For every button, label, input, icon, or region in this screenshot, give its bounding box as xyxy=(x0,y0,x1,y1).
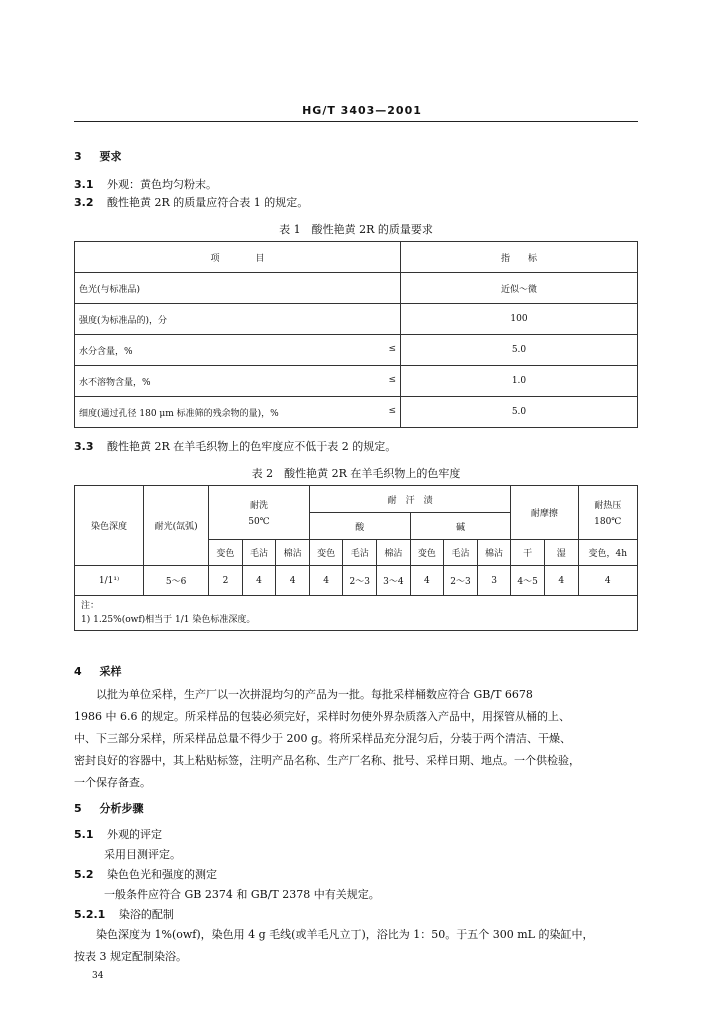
table-row xyxy=(75,304,638,335)
row-value: 1.0 xyxy=(401,366,638,397)
section-number: 3 xyxy=(74,150,82,163)
clause-5-2-body: 一般条件应符合 GB 2374 和 GB/T 2378 中有关规定。 xyxy=(104,888,380,901)
cell: 4 xyxy=(578,566,638,596)
header-light: 耐光(氙弧) xyxy=(144,486,209,566)
table-row xyxy=(75,397,638,428)
header-heat: 耐热压 180℃ xyxy=(578,486,638,540)
header-rule xyxy=(74,121,638,122)
section-4-heading xyxy=(74,663,122,679)
clause-5-2-1-body: 染色深度为 1%(owf)，染色用 4 g 毛线(或羊毛凡立丁)，浴比为 1：50。于五个 300 mL 的染缸中， 按表 3 规定配制染浴。 xyxy=(74,928,594,963)
row-item: 色光(与标准品) xyxy=(75,273,401,304)
section-number: 5 xyxy=(74,802,82,815)
cell: 2～3 xyxy=(444,566,478,596)
row-item: 水分含量，% ≤ xyxy=(75,335,401,366)
sub-header: 干 xyxy=(511,540,545,566)
table-row xyxy=(75,366,638,397)
clause-3-2 xyxy=(74,196,308,210)
table-note: 注： 1) 1.25%(owf)相当于 1/1 染色标准深度。 xyxy=(75,596,638,631)
section-title: 要求 xyxy=(99,150,122,163)
clause-text: 酸性艳黄 2R 在羊毛织物上的色牢度应不低于表 2 的规定。 xyxy=(107,440,397,453)
cell: 3 xyxy=(477,566,511,596)
header-depth: 染色深度 xyxy=(75,486,144,566)
header-item: 项 目 xyxy=(75,242,401,273)
sub-header: 毛沾 xyxy=(444,540,478,566)
section-title: 采样 xyxy=(99,665,122,678)
cell: 5～6 xyxy=(144,566,209,596)
clause-3-3 xyxy=(74,440,396,454)
sub-header: 毛沾 xyxy=(242,540,276,566)
sub-header: 变色 xyxy=(309,540,343,566)
clause-5-2-1 xyxy=(74,908,174,922)
cell: 2 xyxy=(209,566,243,596)
header-sweat: 耐 汗 渍 xyxy=(309,486,510,513)
cell: 3～4 xyxy=(377,566,411,596)
clause-text: 外观的评定 xyxy=(107,828,162,841)
sub-header: 棉沾 xyxy=(477,540,511,566)
sub-header: 变色 xyxy=(209,540,243,566)
header-index: 指 标 xyxy=(401,242,638,273)
cell: 4 xyxy=(242,566,276,596)
cell: 4 xyxy=(276,566,310,596)
clause-number: 3.2 xyxy=(74,196,94,209)
row-value: 5.0 xyxy=(401,397,638,428)
header-row-1 xyxy=(75,486,638,513)
row-item: 细度(通过孔径 180 μm 标准筛的残余物的量)，% ≤ xyxy=(75,397,401,428)
clause-text: 染色色光和强度的测定 xyxy=(107,868,217,881)
table-2-color-fastness xyxy=(74,485,638,631)
clause-number: 3.3 xyxy=(74,440,94,453)
clause-text: 外观：黄色均匀粉末。 xyxy=(107,178,217,191)
cell: 2～3 xyxy=(343,566,377,596)
clause-text: 染浴的配制 xyxy=(118,908,174,921)
table-2-caption: 表 2 酸性艳黄 2R 在羊毛织物上的色牢度 xyxy=(251,467,461,480)
sub-header: 湿 xyxy=(544,540,578,566)
cell: 4 xyxy=(309,566,343,596)
section-5-heading xyxy=(74,800,144,816)
row-value: 近似～微 xyxy=(401,273,638,304)
header-acid: 酸 xyxy=(309,513,410,540)
section-4-paragraph: 以批为单位采样，生产厂以一次拼混均匀的产品为一批。每批采样桶数应符合 GB/T 6678 1986 中 6.6 的规定。所采样品的包装必须完好，采样时勿使外界杂质落入产品中，用探管从桶的上、 中、下三部分采样，所采样品总量不得少于 200 g。将所采样品充分混匀后，分装于两个清洁、干燥、 密封良好的容器中，其上粘贴标签，注明产品名称、生产厂名称、批号、采样日期、地点。一个供检验， 一个保存备查。 xyxy=(74,688,580,789)
table-header-row xyxy=(75,242,638,273)
row-value: 100 xyxy=(401,304,638,335)
clause-number: 3.1 xyxy=(74,178,94,191)
standard-number-header: HG/T 3403—2001 xyxy=(302,104,422,117)
cell: 4～5 xyxy=(511,566,545,596)
table-note-row xyxy=(75,596,638,631)
row-value: 5.0 xyxy=(401,335,638,366)
page-number: 34 xyxy=(92,971,104,981)
sub-header: 毛沾 xyxy=(343,540,377,566)
clause-5-1-body: 采用目测评定。 xyxy=(104,848,181,861)
sub-header: 变色，4h xyxy=(578,540,638,566)
header-wash: 耐洗 50℃ xyxy=(209,486,310,540)
clause-text: 酸性艳黄 2R 的质量应符合表 1 的规定。 xyxy=(107,196,309,209)
header-alkali: 碱 xyxy=(410,513,511,540)
clause-number: 5.2 xyxy=(74,868,94,881)
cell: 1/1¹⁾ xyxy=(75,566,144,596)
cell: 4 xyxy=(544,566,578,596)
sub-header: 变色 xyxy=(410,540,444,566)
header-rub: 耐摩擦 xyxy=(511,486,578,540)
cell: 4 xyxy=(410,566,444,596)
sub-header: 棉沾 xyxy=(276,540,310,566)
table-row xyxy=(75,566,638,596)
sub-header: 棉沾 xyxy=(377,540,411,566)
table-row xyxy=(75,335,638,366)
table-row xyxy=(75,273,638,304)
table-1-caption: 表 1 酸性艳黄 2R 的质量要求 xyxy=(279,223,433,236)
clause-number: 5.2.1 xyxy=(74,908,106,921)
clause-number: 5.1 xyxy=(74,828,94,841)
section-number: 4 xyxy=(74,665,82,678)
clause-5-1 xyxy=(74,828,162,842)
section-title: 分析步骤 xyxy=(99,802,144,815)
table-1-quality-requirements xyxy=(74,241,638,428)
clause-3-1 xyxy=(74,178,217,192)
row-item: 水不溶物含量，% ≤ xyxy=(75,366,401,397)
row-item: 强度(为标准品的)，分 xyxy=(75,304,401,335)
clause-5-2 xyxy=(74,868,217,882)
section-3-heading xyxy=(74,148,122,164)
